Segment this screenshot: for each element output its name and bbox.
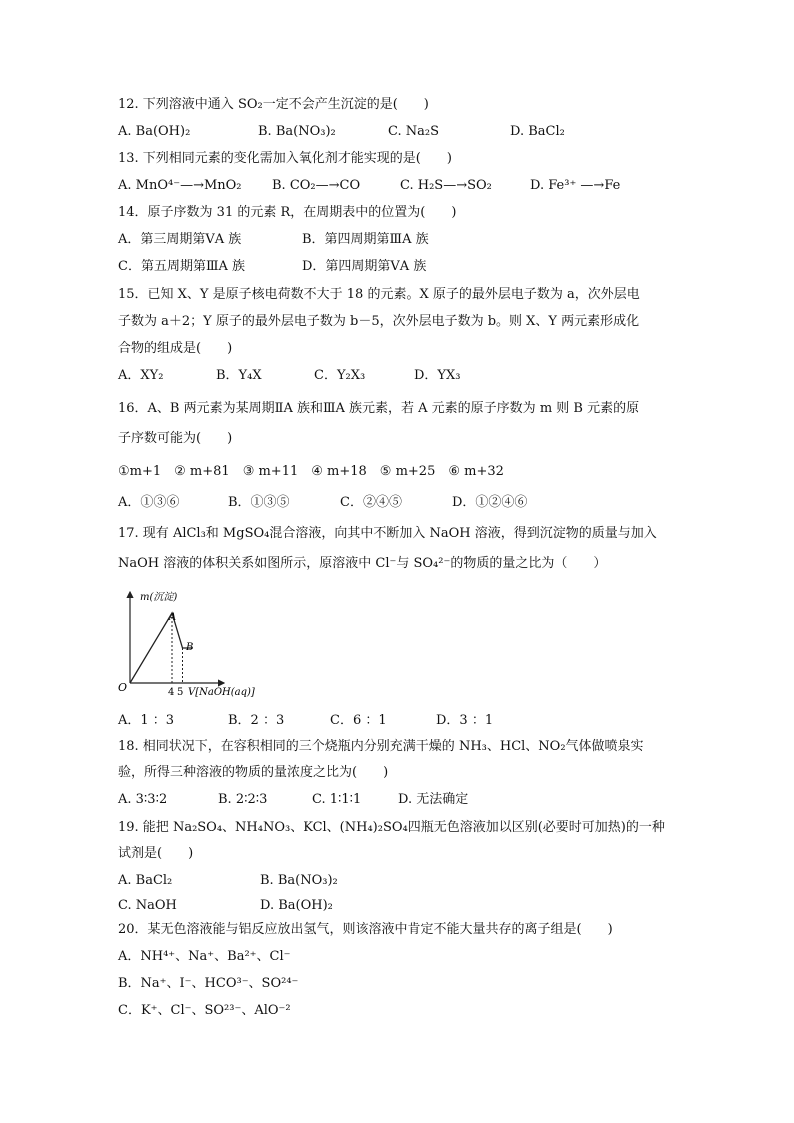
origin-label: O: [118, 681, 128, 694]
point-label-b: B: [186, 642, 194, 653]
y-axis-label: m(沉淀): [140, 592, 178, 603]
q16-option-a: A．①③⑥: [118, 495, 180, 510]
q17-line-1: 17. 现有 AlCl₃和 MgSO₄混合溶液，向其中不断加入 NaOH 溶液，得到沉淀物的质量与加入: [118, 526, 657, 541]
q17-option-c: C．6 ：1: [330, 713, 387, 728]
q12-option-c: C. Na₂S: [388, 124, 439, 139]
q16-option-b: B．①③⑤: [228, 495, 290, 510]
q18-line-2: 验，所得三种溶液的物质的量浓度之比为( ): [118, 765, 389, 780]
q13-option-d: D. Fe³⁺ —→Fe: [530, 178, 621, 193]
q15-option-b: B．Y₄X: [216, 368, 262, 383]
q20-option-a: A．NH⁴⁺、Na⁺、Ba²⁺、Cl⁻: [118, 949, 291, 964]
q19-option-c: C. NaOH: [118, 898, 177, 913]
q19-option-d: D. Ba(OH)₂: [260, 898, 333, 913]
x-axis-label: V[NaOH(aq)]: [188, 687, 255, 698]
q14-option-d: D．第四周期第ⅤA 族: [302, 259, 427, 274]
q15-option-a: A．XY₂: [118, 368, 164, 383]
q19-line-1: 19. 能把 Na₂SO₄、NH₄NO₃、KCl、(NH₄)₂SO₄四瓶无色溶液加以区别(必要时可加热)的一种: [118, 820, 665, 835]
q15-option-c: C．Y₂X₃: [314, 368, 366, 383]
q16-option-c: C．②④⑤: [340, 495, 402, 510]
q15-line-2: 子数为 a＋2；Y 原子的最外层电子数为 b－5，次外层电子数为 b。则 X、Y 两元素形成化: [118, 314, 640, 329]
q15-option-d: D．YX₃: [414, 368, 461, 383]
q16-choices: ①m+1 ② m+81 ③ m+11 ④ m+18 ⑤ m+25 ⑥ m+32: [118, 464, 504, 479]
point-label-a: A: [169, 612, 177, 623]
q13-option-a: A. MnO⁴⁻—→MnO₂: [118, 178, 242, 193]
q14-stem: 14．原子序数为 31 的元素 R，在周期表中的位置为( ): [118, 205, 457, 220]
precipitate-chart: [112, 588, 282, 698]
q13-option-b: B. CO₂—→CO: [272, 178, 361, 193]
q12-option-b: B. Ba(NO₃)₂: [258, 124, 336, 139]
x-tick-5: 5: [177, 687, 184, 698]
q15-line-3: 合物的组成是( ): [118, 341, 233, 356]
q19-option-a: A. BaCl₂: [118, 873, 173, 888]
q19-option-b: B. Ba(NO₃)₂: [260, 873, 338, 888]
precipitate-curve: [130, 613, 193, 683]
q15-line-1: 15．已知 X、Y 是原子核电荷数不大于 18 的元素。X 原子的最外层电子数为 a，次外层电: [118, 287, 640, 302]
q18-option-b: B. 2∶2∶3: [218, 792, 268, 807]
q16-line-2: 子序数可能为( ): [118, 431, 233, 446]
q17-option-b: B．2 ：3: [228, 713, 285, 728]
q19-line-2: 试剂是( ): [118, 846, 194, 861]
q12-option-d: D. BaCl₂: [510, 124, 565, 139]
q17-option-a: A．1 ：3: [118, 713, 175, 728]
q20-option-b: B．Na⁺、I⁻、HCO³⁻、SO²⁴⁻: [118, 976, 299, 991]
q12-stem: 12. 下列溶液中通入 SO₂一定不会产生沉淀的是( ): [118, 97, 429, 112]
q14-option-a: A．第三周期第ⅤA 族: [118, 232, 242, 247]
q12-option-a: A. Ba(OH)₂: [118, 124, 191, 139]
x-tick-4: 4: [168, 687, 175, 698]
q20-stem: 20．某无色溶液能与铝反应放出氢气，则该溶液中肯定不能大量共存的离子组是( ): [118, 922, 613, 937]
q14-option-b: B．第四周期第ⅢA 族: [302, 232, 429, 247]
q18-option-c: C. 1∶1∶1: [312, 792, 362, 807]
q16-line-1: 16．A、B 两元素为某周期ⅡA 族和ⅢA 族元素，若 A 元素的原子序数为 m 则 B 元素的原: [118, 401, 640, 416]
q18-option-d: D. 无法确定: [398, 792, 469, 807]
q13-stem: 13. 下列相同元素的变化需加入氧化剂才能实现的是( ): [118, 151, 452, 166]
q20-option-c: C．K⁺、Cl⁻、SO²³⁻、AlO⁻²: [118, 1003, 291, 1018]
q16-option-d: D．①②④⑥: [452, 495, 528, 510]
q14-option-c: C．第五周期第ⅢA 族: [118, 259, 246, 274]
q18-line-1: 18. 相同状况下，在容积相同的三个烧瓶内分别充满干燥的 NH₃、HCl、NO₂气体做喷泉实: [118, 739, 644, 754]
q17-line-2: NaOH 溶液的体积关系如图所示，原溶液中 Cl⁻与 SO₄²⁻的物质的量之比为（ ）: [118, 556, 607, 571]
q13-option-c: C. H₂S—→SO₂: [400, 178, 492, 193]
q17-option-d: D．3 ：1: [436, 713, 494, 728]
q18-option-a: A. 3∶3∶2: [118, 792, 168, 807]
